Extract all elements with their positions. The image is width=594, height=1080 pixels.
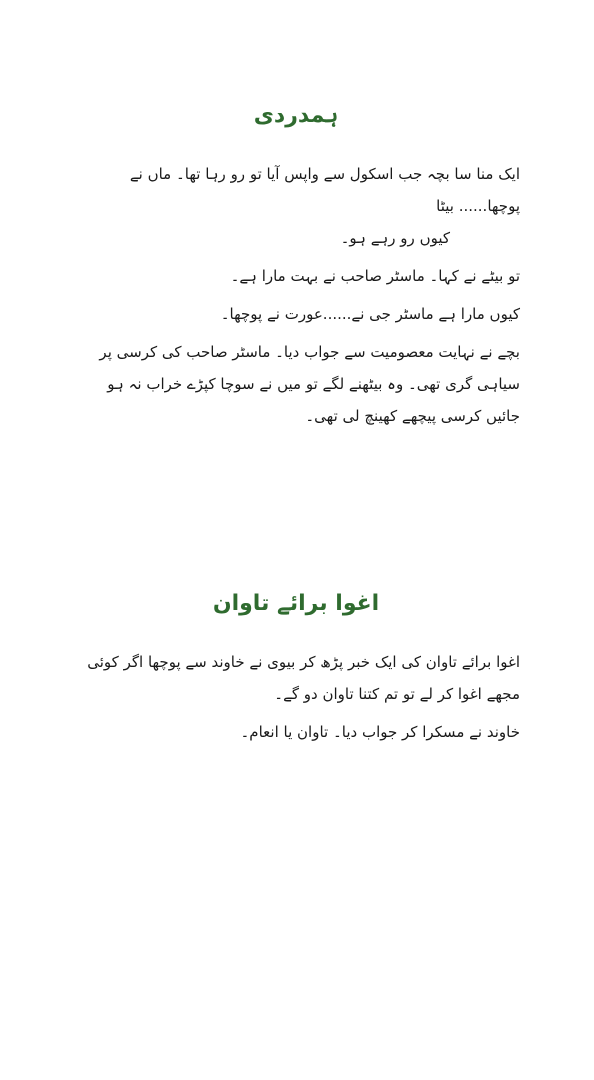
story-paragraph-2: تو بیٹے نے کہا۔ ماسٹر صاحب نے بہت مارا ہے۔	[230, 267, 520, 285]
story-paragraph-2: خاوند نے مسکرا کر جواب دیا۔ تاوان یا انعام۔	[240, 723, 520, 741]
paragraph-line-continued: کیوں رو رہے ہو۔	[340, 229, 450, 247]
story-ransom	[72, 588, 520, 754]
paragraph-line: ایک منا سا بچہ جب اسکول سے واپس آیا تو رو رہا تھا۔ ماں نے پوچھا...... بیٹا	[129, 165, 520, 215]
story-paragraph-1	[72, 158, 520, 254]
story-paragraph-3: کیوں مارا ہے ماسٹر جی نے......عورت نے پوچھا۔	[220, 305, 520, 323]
story-title: ہمدردی	[253, 103, 339, 128]
story-paragraph-4: بچے نے نہایت معصومیت سے جواب دیا۔ ماسٹر صاحب کی کرسی پر سیاہی گری تھی۔ وہ بیٹھنے لگے تو میں نے سوچا کپڑے خراب نہ ہو جائیں کرسی پیچھے کھینچ لی تھی۔	[99, 343, 520, 425]
story-title: اغوا برائے تاوان	[212, 591, 380, 616]
story-paragraph-1: اغوا برائے تاوان کی ایک خبر پڑھ کر بیوی نے خاوند سے پوچھا اگر کوئی مجھے اغوا کر لے تو تم کتنا تاوان دو گے۔	[87, 653, 520, 703]
story-sympathy	[72, 100, 520, 438]
